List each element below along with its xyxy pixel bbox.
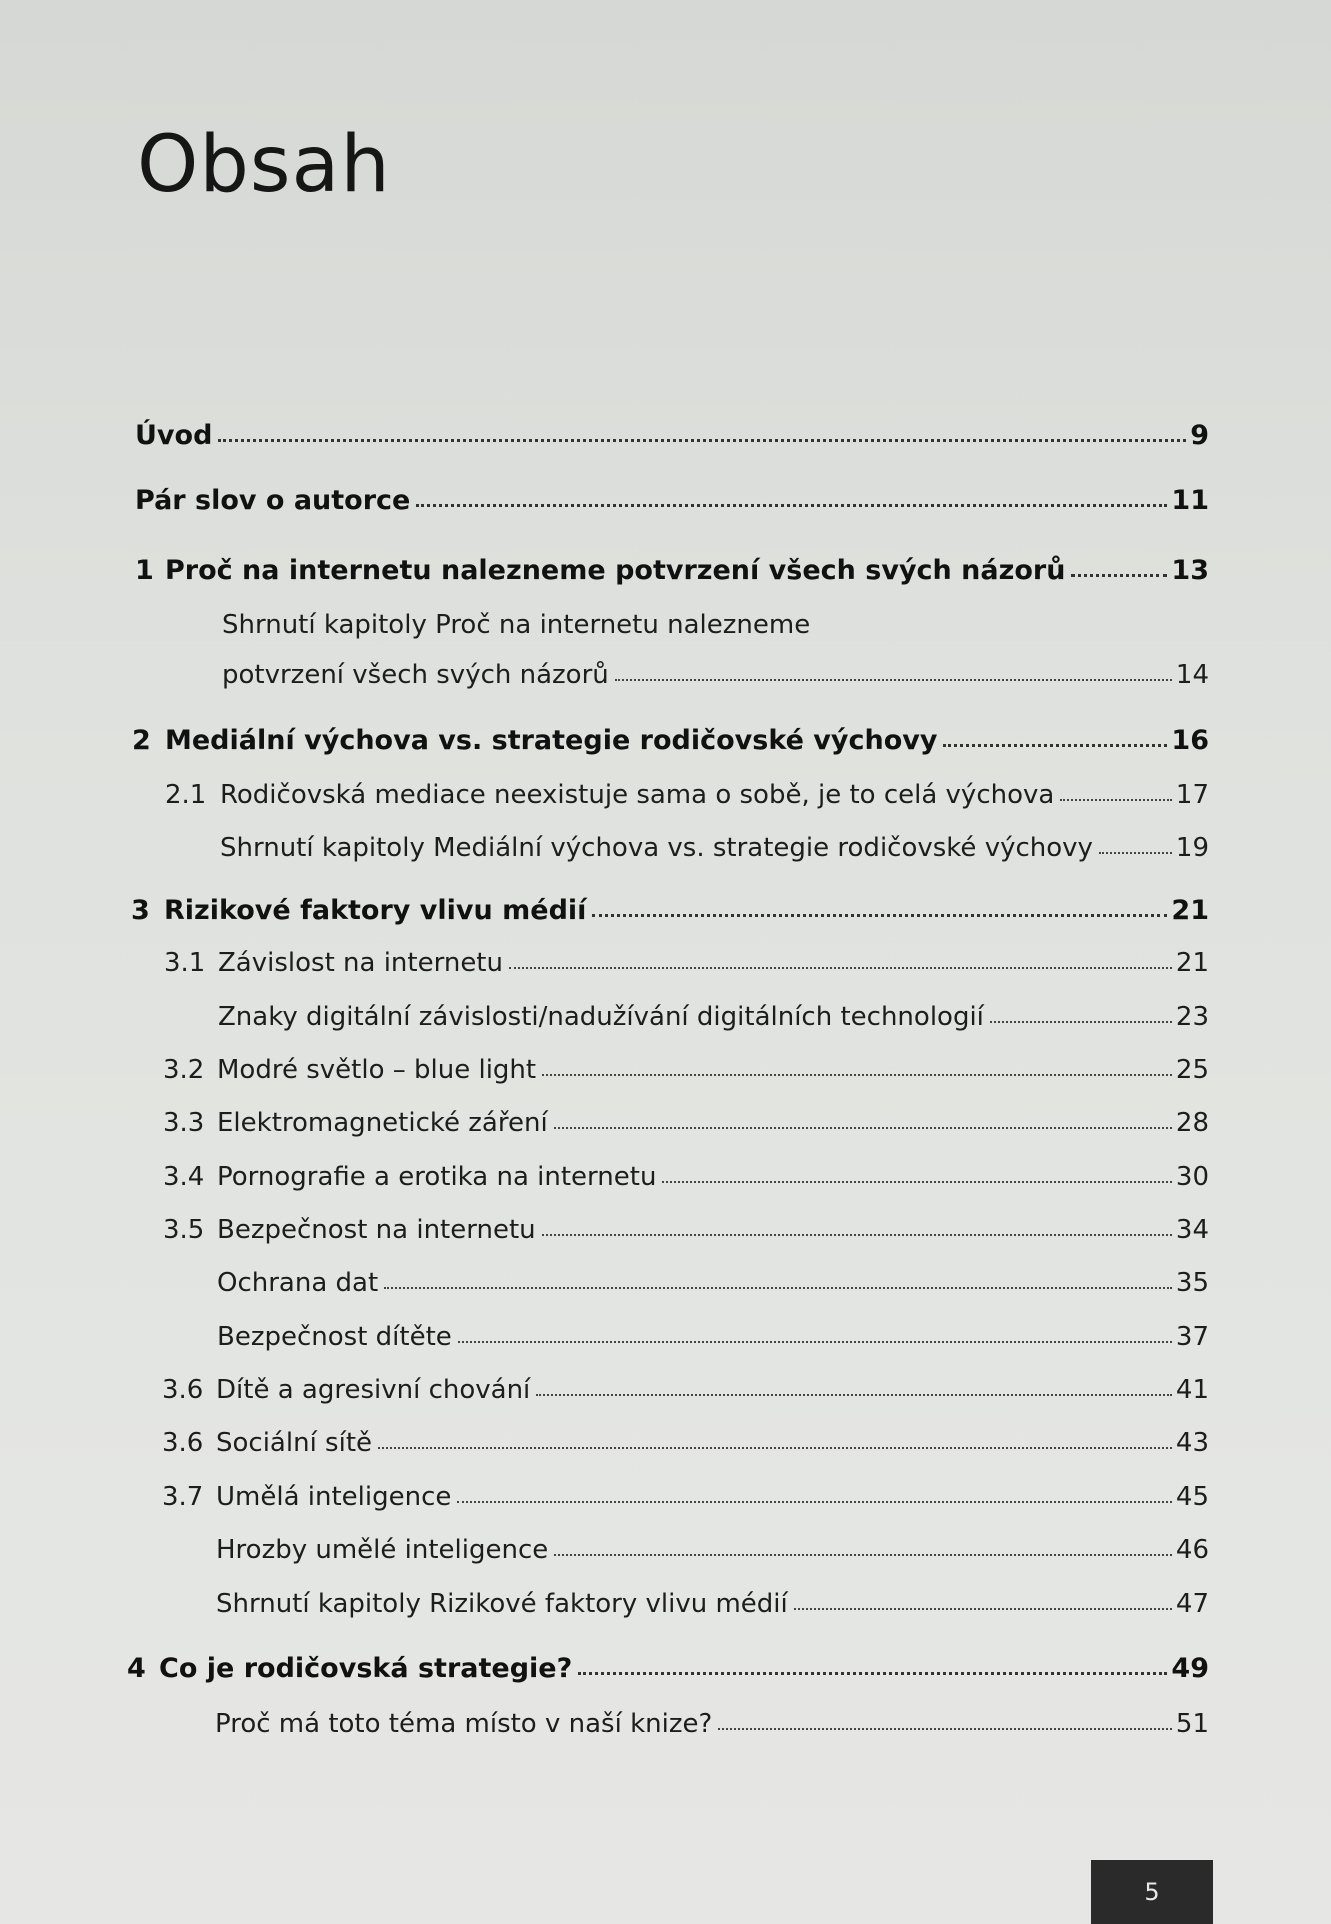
toc-entry[interactable] xyxy=(135,420,1209,451)
toc-entry-page: 43 xyxy=(1175,1428,1209,1458)
toc-entry-label: Umělá inteligence xyxy=(216,1482,452,1512)
toc-entry-number: 3.1 xyxy=(164,948,206,978)
toc-entry-label: Mediální výchova vs. strategie rodičovské výchovy xyxy=(165,725,938,756)
toc-entry[interactable] xyxy=(164,948,1209,978)
page-number: 5 xyxy=(1144,1878,1160,1906)
toc-entry-page: 21 xyxy=(1171,895,1209,926)
toc-entry-label: Pornografie a erotika na internetu xyxy=(217,1162,657,1192)
page-number-badge xyxy=(1091,1860,1213,1924)
toc-entry-label: Sociální sítě xyxy=(216,1428,373,1458)
toc-entry-number: 3.4 xyxy=(163,1162,205,1192)
toc-entry-label: Hrozby umělé inteligence xyxy=(216,1535,549,1565)
leader-dots xyxy=(542,1232,1172,1236)
toc-entry-page: 41 xyxy=(1175,1375,1209,1405)
toc-entry[interactable] xyxy=(163,1108,1209,1138)
toc-entry-label: Bezpečnost na internetu xyxy=(217,1215,536,1245)
toc-entry-page: 23 xyxy=(1175,1002,1209,1032)
toc-entry-number: 2 xyxy=(132,725,151,756)
toc-entry-number: 2.1 xyxy=(165,780,207,810)
toc-entry[interactable] xyxy=(217,1268,1209,1298)
leader-dots xyxy=(384,1285,1172,1289)
toc-entry-page: 37 xyxy=(1175,1322,1209,1352)
leader-dots xyxy=(416,502,1167,507)
leader-dots xyxy=(578,1670,1167,1675)
toc-entry-label: Závislost na internetu xyxy=(218,948,503,978)
toc-entry-page: 30 xyxy=(1175,1162,1209,1192)
toc-entry[interactable] xyxy=(165,780,1209,810)
toc-entry-label: Bezpečnost dítěte xyxy=(217,1322,452,1352)
toc-entry-page: 13 xyxy=(1171,555,1209,586)
page-title: Obsah xyxy=(137,120,391,210)
toc-entry[interactable] xyxy=(163,1055,1209,1085)
leader-dots xyxy=(662,1179,1171,1183)
toc-entry-label: Shrnutí kapitoly Rizikové faktory vlivu médií xyxy=(216,1589,788,1619)
leader-dots xyxy=(615,677,1172,681)
leader-dots xyxy=(718,1726,1172,1730)
toc-entry[interactable] xyxy=(218,1002,1209,1032)
toc-entry-label: Úvod xyxy=(135,420,213,451)
leader-dots xyxy=(378,1445,1172,1449)
toc-entry-page: 14 xyxy=(1175,660,1209,690)
toc-entry-label-line2: potvrzení všech svých názorů xyxy=(222,660,609,690)
leader-dots xyxy=(990,1019,1172,1023)
leader-dots xyxy=(1071,572,1167,577)
toc-entry[interactable] xyxy=(135,485,1209,516)
toc-entry[interactable] xyxy=(217,1322,1209,1352)
toc-entry[interactable] xyxy=(163,1162,1209,1192)
toc-entry-number: 3.7 xyxy=(162,1482,204,1512)
toc-entry-page: 45 xyxy=(1175,1482,1209,1512)
toc-entry[interactable] xyxy=(163,1215,1209,1245)
toc-entry-page: 17 xyxy=(1175,780,1209,810)
toc-entry-number: 3.3 xyxy=(163,1108,205,1138)
toc-entry-label: Dítě a agresivní chování xyxy=(216,1375,531,1405)
leader-dots xyxy=(554,1552,1172,1556)
toc-entry[interactable] xyxy=(162,1428,1209,1458)
toc-entry[interactable] xyxy=(216,1589,1209,1619)
toc-entry-number: 1 xyxy=(135,555,154,586)
toc-entry-number: 3 xyxy=(131,895,150,926)
leader-dots xyxy=(554,1125,1172,1129)
leader-dots xyxy=(1099,850,1172,854)
toc-entry-page: 35 xyxy=(1175,1268,1209,1298)
toc-entry-number: 4 xyxy=(127,1653,146,1684)
toc-entry-page: 49 xyxy=(1171,1653,1209,1684)
toc-entry-label: Znaky digitální závislosti/nadužívání digitálních technologií xyxy=(218,1002,984,1032)
toc-entry-page: 16 xyxy=(1171,725,1209,756)
toc-entry[interactable] xyxy=(222,660,1209,690)
toc-entry[interactable] xyxy=(135,555,1209,586)
toc-entry-page: 28 xyxy=(1175,1108,1209,1138)
toc-entry-label: Proč na internetu nalezneme potvrzení všech svých názorů xyxy=(165,555,1066,586)
toc-entry-page: 34 xyxy=(1175,1215,1209,1245)
leader-dots xyxy=(1060,797,1172,801)
toc-entry[interactable] xyxy=(131,895,1209,926)
leader-dots xyxy=(509,965,1172,969)
toc-entry[interactable] xyxy=(132,725,1209,756)
toc-entry-page: 46 xyxy=(1175,1535,1209,1565)
toc-entry-page: 19 xyxy=(1175,833,1209,863)
toc-entry[interactable] xyxy=(162,1375,1209,1405)
toc-entry-label: Modré světlo – blue light xyxy=(217,1055,537,1085)
toc-entry-label: Proč má toto téma místo v naší knize? xyxy=(215,1709,713,1739)
toc-entry[interactable] xyxy=(162,1482,1209,1512)
toc-entry[interactable] xyxy=(220,833,1209,863)
toc-entry[interactable] xyxy=(215,1709,1209,1739)
leader-dots xyxy=(943,742,1167,747)
toc-entry-label-line1[interactable]: Shrnutí kapitoly Proč na internetu nalezneme xyxy=(222,610,811,640)
toc-entry-label: Rodičovská mediace neexistuje sama o sobě, je to celá výchova xyxy=(220,780,1055,810)
toc-entry[interactable] xyxy=(127,1653,1209,1684)
toc-entry-label: Rizikové faktory vlivu médií xyxy=(164,895,587,926)
toc-entry-page: 9 xyxy=(1190,420,1209,451)
toc-entry-page: 25 xyxy=(1175,1055,1209,1085)
toc-entry-number: 3.6 xyxy=(162,1428,204,1458)
toc-entry-page: 47 xyxy=(1175,1589,1209,1619)
leader-dots xyxy=(542,1072,1172,1076)
toc-entry-label: Ochrana dat xyxy=(217,1268,379,1298)
toc-entry[interactable] xyxy=(216,1535,1209,1565)
toc-entry-page: 11 xyxy=(1171,485,1209,516)
leader-dots xyxy=(457,1499,1172,1503)
leader-dots xyxy=(458,1339,1172,1343)
toc-entry-page: 51 xyxy=(1175,1709,1209,1739)
leader-dots xyxy=(592,912,1167,917)
toc-entry-number: 3.6 xyxy=(162,1375,204,1405)
toc-entry-number: 3.2 xyxy=(163,1055,205,1085)
toc-entry-label: Co je rodičovská strategie? xyxy=(159,1653,573,1684)
toc-entry-label: Elektromagnetické záření xyxy=(217,1108,548,1138)
toc-entry-page: 21 xyxy=(1175,948,1209,978)
leader-dots xyxy=(218,437,1186,442)
leader-dots xyxy=(794,1606,1172,1610)
toc-entry-label: Pár slov o autorce xyxy=(135,485,411,516)
toc-entry-number: 3.5 xyxy=(163,1215,205,1245)
leader-dots xyxy=(536,1392,1172,1396)
toc-entry-label: Shrnutí kapitoly Mediální výchova vs. strategie rodičovské výchovy xyxy=(220,833,1093,863)
